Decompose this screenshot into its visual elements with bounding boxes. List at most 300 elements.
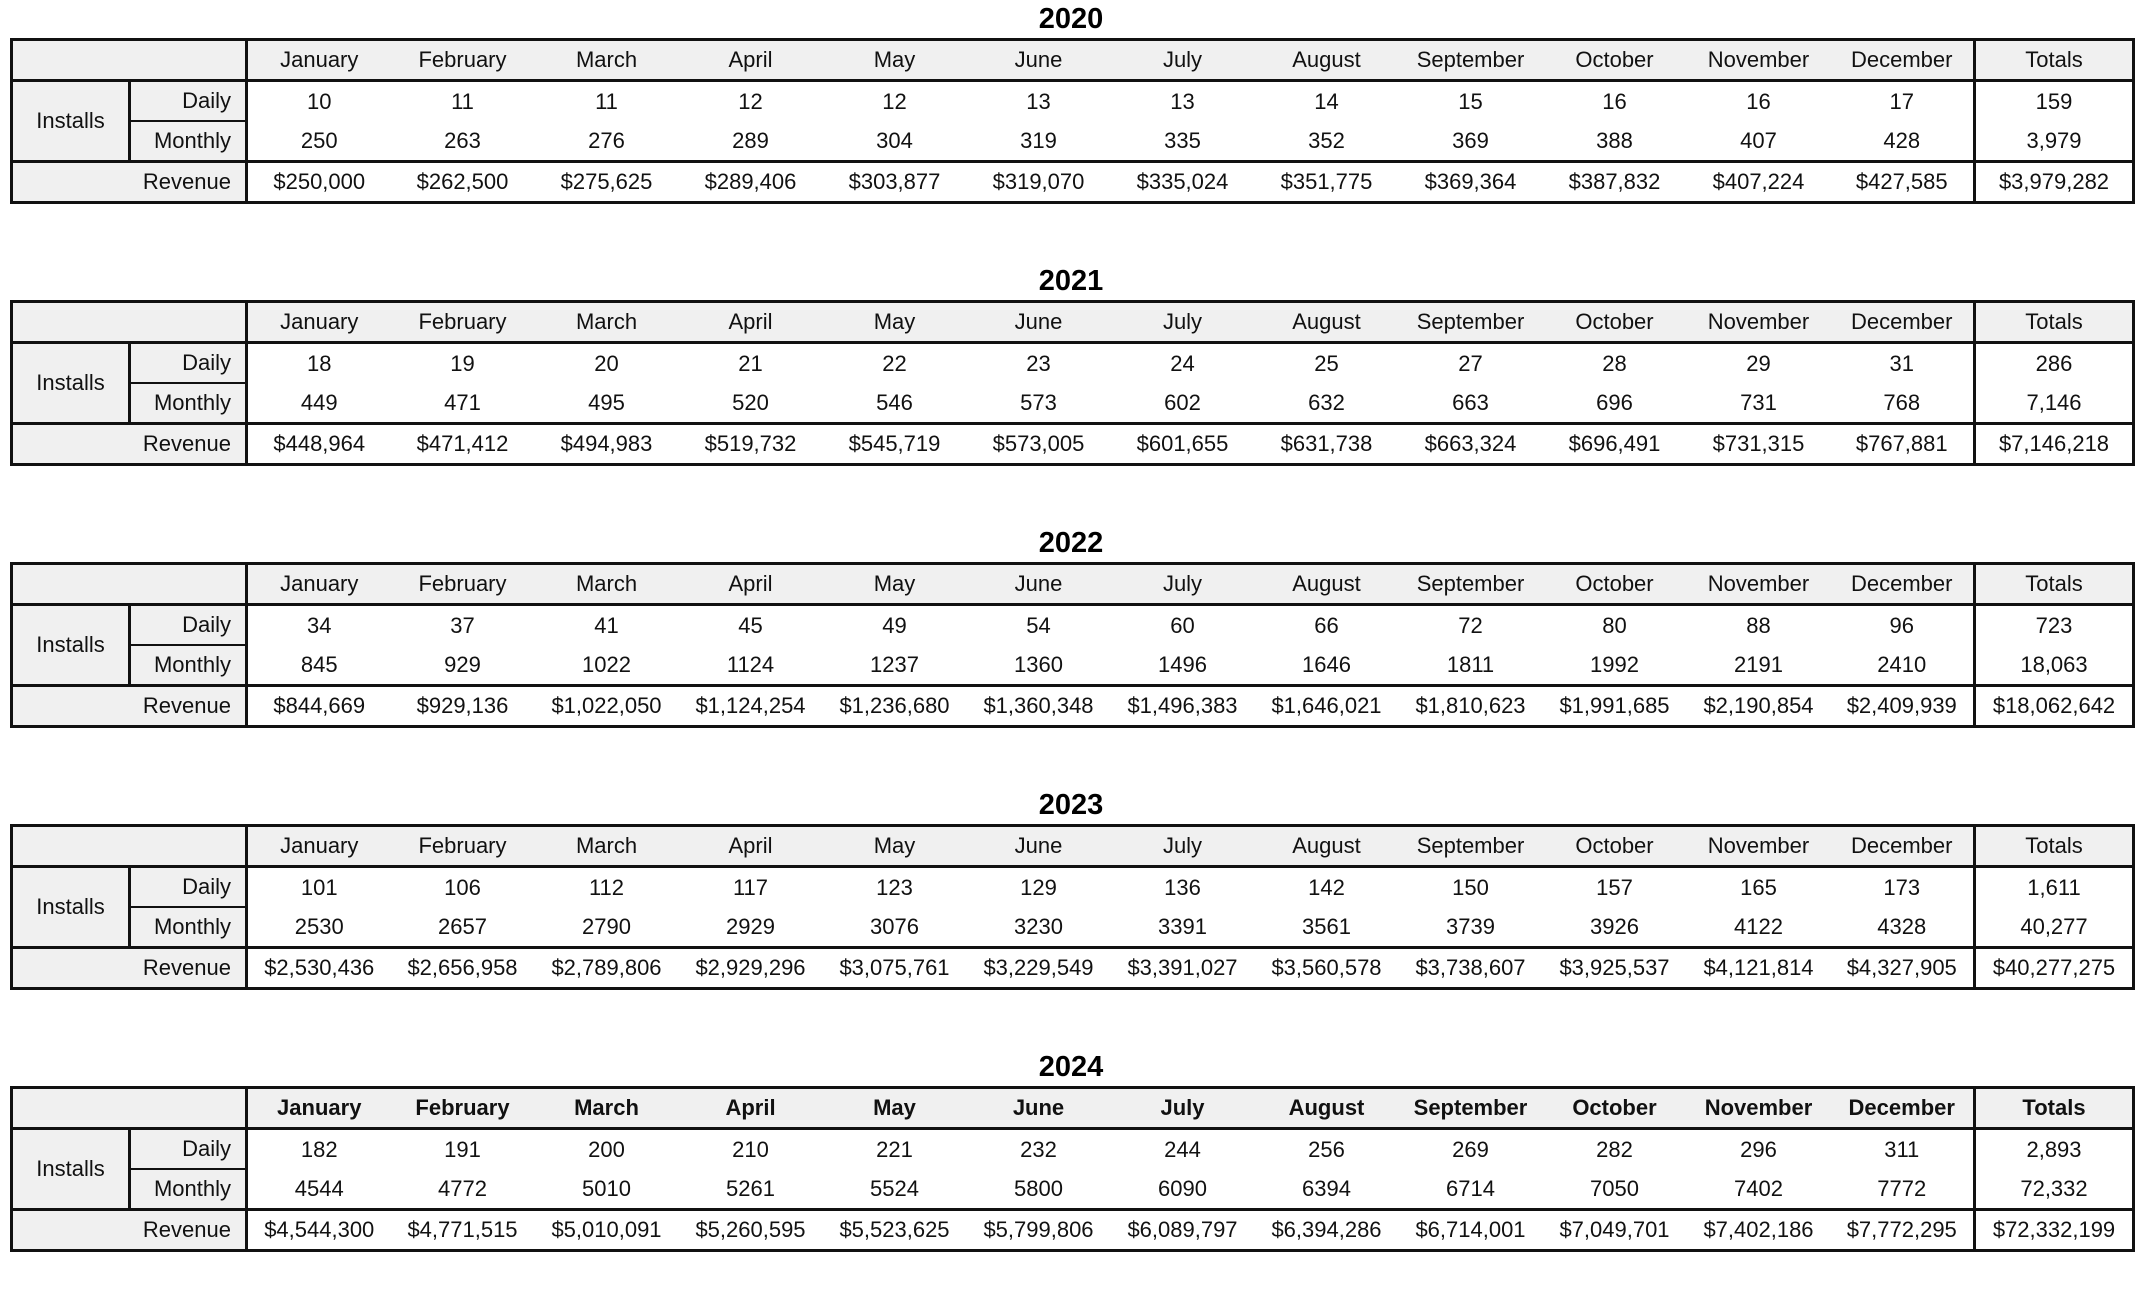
month-header: January xyxy=(247,40,391,81)
installs-revenue-table xyxy=(10,38,2135,204)
header-row xyxy=(12,1088,2134,1129)
daily-cell: 106 xyxy=(444,874,481,900)
year-title: 2022 xyxy=(1038,527,1104,559)
monthly-cell: 632 xyxy=(1255,383,1399,424)
daily-row xyxy=(12,343,2134,384)
revenue-row xyxy=(12,424,2134,465)
revenue-cell: $3,229,549 xyxy=(983,955,1094,980)
totals-header: Totals xyxy=(1975,826,2134,867)
revenue-cell: $1,646,021 xyxy=(1271,693,1382,718)
revenue-row xyxy=(12,948,2134,989)
daily-cell: 269 xyxy=(1452,1136,1489,1162)
revenue-cell: $1,124,254 xyxy=(695,693,806,718)
month-header: March xyxy=(535,302,679,343)
monthly-cell: 4122 xyxy=(1687,907,1831,948)
revenue-cell: $5,010,091 xyxy=(551,1217,662,1242)
monthly-cell: 6090 xyxy=(1111,1169,1255,1210)
daily-total: 1,611 xyxy=(1975,867,2134,908)
revenue-cell: $631,738 xyxy=(1280,431,1373,456)
daily-cell: 221 xyxy=(876,1136,913,1162)
header-corner xyxy=(12,826,247,867)
revenue-cell: $250,000 xyxy=(273,169,366,194)
revenue-total: $7,146,218 xyxy=(1975,424,2134,465)
daily-total: 2,893 xyxy=(1975,1129,2134,1170)
daily-cell: 232 xyxy=(1020,1136,1057,1162)
installs-revenue-table xyxy=(10,824,2135,990)
daily-cell: 173 xyxy=(1883,874,1921,900)
month-header: January xyxy=(247,826,391,867)
daily-label: Daily xyxy=(130,343,247,384)
month-header: August xyxy=(1255,40,1399,81)
monthly-cell: 388 xyxy=(1543,121,1687,162)
revenue-cell: $3,560,578 xyxy=(1271,955,1382,980)
daily-cell: 19 xyxy=(450,350,475,376)
monthly-cell: 3230 xyxy=(967,907,1111,948)
revenue-cell: $2,530,436 xyxy=(264,955,375,980)
month-header: June xyxy=(967,302,1111,343)
installs-revenue-table xyxy=(10,1086,2135,1252)
monthly-row xyxy=(12,1169,2134,1210)
monthly-cell: 3926 xyxy=(1543,907,1687,948)
daily-cell: 12 xyxy=(882,88,907,114)
monthly-cell: 546 xyxy=(823,383,967,424)
month-header: March xyxy=(535,1088,679,1129)
month-header: October xyxy=(1543,1088,1687,1129)
revenue-cell: $2,789,806 xyxy=(551,955,662,980)
monthly-cell: 289 xyxy=(679,121,823,162)
daily-row xyxy=(12,605,2134,646)
monthly-cell: 5800 xyxy=(967,1169,1111,1210)
monthly-cell: 602 xyxy=(1111,383,1255,424)
month-header: December xyxy=(1831,302,1975,343)
monthly-cell: 6714 xyxy=(1399,1169,1543,1210)
month-header: June xyxy=(967,826,1111,867)
monthly-cell: 1237 xyxy=(823,645,967,686)
month-header: September xyxy=(1399,564,1543,605)
revenue-cell: $519,732 xyxy=(704,431,797,456)
daily-cell: 182 xyxy=(300,1136,338,1162)
monthly-row xyxy=(12,907,2134,948)
month-header: September xyxy=(1399,40,1543,81)
revenue-cell: $3,391,027 xyxy=(1127,955,1238,980)
daily-cell: 10 xyxy=(307,88,332,114)
month-header: May xyxy=(823,302,967,343)
monthly-cell: 250 xyxy=(247,121,391,162)
monthly-cell: 3739 xyxy=(1399,907,1543,948)
revenue-cell: $601,655 xyxy=(1136,431,1229,456)
year-title: 2023 xyxy=(1038,789,1104,821)
installs-revenue-table xyxy=(10,300,2135,466)
revenue-cell: $2,409,939 xyxy=(1846,693,1957,718)
revenue-label: Revenue xyxy=(12,162,247,203)
monthly-cell: 352 xyxy=(1255,121,1399,162)
monthly-cell: 2530 xyxy=(247,907,391,948)
monthly-cell: 1124 xyxy=(679,645,823,686)
month-header: July xyxy=(1111,40,1255,81)
revenue-cell: $2,656,958 xyxy=(407,955,518,980)
monthly-cell: 731 xyxy=(1687,383,1831,424)
daily-cell: 150 xyxy=(1452,874,1489,900)
daily-cell: 13 xyxy=(1170,88,1195,114)
year-block-2021 xyxy=(10,262,2132,466)
month-header: October xyxy=(1543,302,1687,343)
revenue-cell: $4,121,814 xyxy=(1703,955,1814,980)
monthly-cell: 1022 xyxy=(535,645,679,686)
daily-cell: 165 xyxy=(1740,874,1777,900)
month-header: December xyxy=(1831,40,1975,81)
daily-cell: 311 xyxy=(1884,1136,1920,1162)
revenue-total: $40,277,275 xyxy=(1975,948,2134,989)
revenue-cell: $767,881 xyxy=(1855,431,1948,456)
revenue-cell: $448,964 xyxy=(273,431,366,456)
revenue-cell: $4,771,515 xyxy=(407,1217,518,1242)
monthly-total: 3,979 xyxy=(1975,121,2134,162)
monthly-total: 72,332 xyxy=(1975,1169,2134,1210)
month-header: August xyxy=(1255,1088,1399,1129)
revenue-cell: $275,625 xyxy=(560,169,653,194)
revenue-cell: $387,832 xyxy=(1568,169,1661,194)
daily-cell: 191 xyxy=(444,1136,481,1162)
revenue-cell: $2,929,296 xyxy=(695,955,806,980)
header-row xyxy=(12,564,2134,605)
month-header: January xyxy=(247,564,391,605)
monthly-total: 40,277 xyxy=(1975,907,2134,948)
daily-cell: 101 xyxy=(300,874,338,900)
totals-header: Totals xyxy=(1975,40,2134,81)
header-row xyxy=(12,826,2134,867)
year-block-2024 xyxy=(10,1048,2132,1252)
monthly-cell: 768 xyxy=(1831,383,1975,424)
month-header: September xyxy=(1399,826,1543,867)
revenue-label: Revenue xyxy=(12,686,247,727)
month-header: December xyxy=(1831,564,1975,605)
month-header: October xyxy=(1543,826,1687,867)
monthly-cell: 276 xyxy=(535,121,679,162)
totals-header: Totals xyxy=(1975,564,2134,605)
month-header: April xyxy=(679,40,823,81)
year-title: 2024 xyxy=(1038,1051,1104,1083)
month-header: July xyxy=(1111,826,1255,867)
daily-cell: 96 xyxy=(1889,612,1914,638)
month-header: July xyxy=(1111,1088,1255,1129)
revenue-cell: $573,005 xyxy=(992,431,1085,456)
monthly-cell: 2929 xyxy=(679,907,823,948)
monthly-cell: 663 xyxy=(1399,383,1543,424)
revenue-cell: $427,585 xyxy=(1855,169,1948,194)
monthly-total: 7,146 xyxy=(1975,383,2134,424)
monthly-cell: 4328 xyxy=(1831,907,1975,948)
monthly-cell: 3391 xyxy=(1111,907,1255,948)
month-header: June xyxy=(967,1088,1111,1129)
revenue-cell: $407,224 xyxy=(1712,169,1805,194)
revenue-cell: $5,260,595 xyxy=(695,1217,806,1242)
revenue-cell: $663,324 xyxy=(1424,431,1517,456)
daily-cell: 27 xyxy=(1458,350,1483,376)
month-header: February xyxy=(391,826,535,867)
revenue-cell: $7,772,295 xyxy=(1846,1217,1957,1242)
revenue-cell: $545,719 xyxy=(848,431,941,456)
revenue-cell: $369,364 xyxy=(1424,169,1517,194)
daily-cell: 117 xyxy=(732,874,769,900)
monthly-cell: 471 xyxy=(391,383,535,424)
monthly-cell: 7050 xyxy=(1543,1169,1687,1210)
month-header: March xyxy=(535,826,679,867)
installs-label: Installs xyxy=(12,81,130,162)
revenue-cell: $3,075,761 xyxy=(839,955,950,980)
monthly-cell: 929 xyxy=(391,645,535,686)
monthly-cell: 2657 xyxy=(391,907,535,948)
daily-cell: 23 xyxy=(1026,350,1051,376)
header-corner xyxy=(12,1088,247,1129)
month-header: January xyxy=(247,302,391,343)
daily-row xyxy=(12,1129,2134,1170)
revenue-total: $18,062,642 xyxy=(1975,686,2134,727)
revenue-cell: $1,022,050 xyxy=(551,693,662,718)
daily-cell: 20 xyxy=(594,350,619,376)
monthly-cell: 319 xyxy=(967,121,1111,162)
daily-cell: 34 xyxy=(307,612,332,638)
revenue-cell: $262,500 xyxy=(416,169,509,194)
daily-cell: 80 xyxy=(1602,612,1627,638)
revenue-cell: $319,070 xyxy=(992,169,1085,194)
month-header: October xyxy=(1543,40,1687,81)
daily-cell: 244 xyxy=(1164,1136,1201,1162)
daily-cell: 17 xyxy=(1889,88,1914,114)
daily-cell: 54 xyxy=(1026,612,1051,638)
daily-cell: 12 xyxy=(738,88,763,114)
month-header: July xyxy=(1111,564,1255,605)
daily-cell: 45 xyxy=(738,612,763,638)
monthly-cell: 4544 xyxy=(247,1169,391,1210)
month-header: March xyxy=(535,40,679,81)
month-header: February xyxy=(391,302,535,343)
revenue-cell: $7,402,186 xyxy=(1703,1217,1814,1242)
installs-revenue-table xyxy=(10,562,2135,728)
monthly-cell: 3076 xyxy=(823,907,967,948)
monthly-cell: 573 xyxy=(967,383,1111,424)
month-header: May xyxy=(823,40,967,81)
header-corner xyxy=(12,302,247,343)
monthly-label: Monthly xyxy=(130,907,247,948)
daily-cell: 28 xyxy=(1602,350,1627,376)
month-header: July xyxy=(1111,302,1255,343)
month-header: April xyxy=(679,302,823,343)
monthly-cell: 3561 xyxy=(1255,907,1399,948)
monthly-cell: 2790 xyxy=(535,907,679,948)
revenue-cell: $5,799,806 xyxy=(983,1217,1094,1242)
daily-cell: 256 xyxy=(1308,1136,1345,1162)
year-block-2022 xyxy=(10,524,2132,728)
daily-cell: 88 xyxy=(1746,612,1771,638)
month-header: November xyxy=(1687,302,1831,343)
month-header: August xyxy=(1255,826,1399,867)
daily-total: 286 xyxy=(1975,343,2134,384)
revenue-cell: $696,491 xyxy=(1568,431,1661,456)
revenue-total: $3,979,282 xyxy=(1975,162,2134,203)
month-header: May xyxy=(823,826,967,867)
daily-label: Daily xyxy=(130,867,247,908)
revenue-cell: $3,738,607 xyxy=(1415,955,1526,980)
daily-cell: 25 xyxy=(1314,350,1339,376)
month-header: October xyxy=(1543,564,1687,605)
monthly-label: Monthly xyxy=(130,121,247,162)
monthly-label: Monthly xyxy=(130,645,247,686)
daily-cell: 123 xyxy=(876,874,913,900)
daily-cell: 41 xyxy=(594,612,619,638)
installs-label: Installs xyxy=(12,343,130,424)
installs-label: Installs xyxy=(12,605,130,686)
revenue-cell: $494,983 xyxy=(560,431,653,456)
daily-cell: 16 xyxy=(1602,88,1627,114)
month-header: June xyxy=(967,40,1111,81)
month-header: April xyxy=(679,826,823,867)
daily-cell: 282 xyxy=(1596,1136,1633,1162)
year-title: 2021 xyxy=(1038,265,1104,297)
year-block-2023 xyxy=(10,786,2132,990)
monthly-cell: 1646 xyxy=(1255,645,1399,686)
revenue-cell: $6,089,797 xyxy=(1127,1217,1238,1242)
revenue-row xyxy=(12,686,2134,727)
daily-cell: 11 xyxy=(451,88,474,114)
revenue-row xyxy=(12,1210,2134,1251)
monthly-cell: 428 xyxy=(1831,121,1975,162)
monthly-cell: 335 xyxy=(1111,121,1255,162)
revenue-cell: $303,877 xyxy=(848,169,941,194)
daily-cell: 296 xyxy=(1740,1136,1777,1162)
daily-cell: 136 xyxy=(1164,874,1201,900)
revenue-cell: $2,190,854 xyxy=(1703,693,1814,718)
daily-cell: 21 xyxy=(738,350,763,376)
revenue-label: Revenue xyxy=(12,948,247,989)
revenue-cell: $335,024 xyxy=(1136,169,1229,194)
revenue-cell: $3,925,537 xyxy=(1559,955,1670,980)
month-header: February xyxy=(391,40,535,81)
daily-cell: 210 xyxy=(732,1136,769,1162)
daily-cell: 129 xyxy=(1020,874,1057,900)
monthly-cell: 4772 xyxy=(391,1169,535,1210)
revenue-cell: $471,412 xyxy=(416,431,509,456)
monthly-cell: 845 xyxy=(247,645,391,686)
daily-cell: 11 xyxy=(595,88,618,114)
totals-header: Totals xyxy=(1975,302,2134,343)
month-header: August xyxy=(1255,564,1399,605)
installs-label: Installs xyxy=(12,867,130,948)
month-header: February xyxy=(391,1088,535,1129)
monthly-cell: 6394 xyxy=(1255,1169,1399,1210)
month-header: March xyxy=(535,564,679,605)
daily-cell: 200 xyxy=(588,1136,625,1162)
daily-label: Daily xyxy=(130,605,247,646)
monthly-cell: 1811 xyxy=(1399,645,1543,686)
daily-cell: 66 xyxy=(1314,612,1339,638)
daily-cell: 142 xyxy=(1308,874,1345,900)
month-header: January xyxy=(247,1088,391,1129)
header-corner xyxy=(12,40,247,81)
header-corner xyxy=(12,564,247,605)
month-header: April xyxy=(679,564,823,605)
month-header: November xyxy=(1687,564,1831,605)
monthly-row xyxy=(12,121,2134,162)
monthly-label: Monthly xyxy=(130,1169,247,1210)
monthly-cell: 369 xyxy=(1399,121,1543,162)
monthly-cell: 5010 xyxy=(535,1169,679,1210)
daily-cell: 15 xyxy=(1458,88,1483,114)
month-header: September xyxy=(1399,1088,1543,1129)
revenue-cell: $929,136 xyxy=(416,693,509,718)
daily-cell: 16 xyxy=(1746,88,1771,114)
month-header: September xyxy=(1399,302,1543,343)
monthly-cell: 5261 xyxy=(679,1169,823,1210)
monthly-cell: 7402 xyxy=(1687,1169,1831,1210)
revenue-cell: $1,991,685 xyxy=(1559,693,1670,718)
monthly-cell: 407 xyxy=(1687,121,1831,162)
daily-row xyxy=(12,81,2134,122)
daily-cell: 37 xyxy=(450,612,475,638)
monthly-cell: 449 xyxy=(247,383,391,424)
revenue-cell: $351,775 xyxy=(1280,169,1373,194)
monthly-row xyxy=(12,383,2134,424)
monthly-total: 18,063 xyxy=(1975,645,2134,686)
header-row xyxy=(12,302,2134,343)
daily-cell: 49 xyxy=(882,612,907,638)
monthly-cell: 520 xyxy=(679,383,823,424)
daily-cell: 60 xyxy=(1170,612,1195,638)
revenue-label: Revenue xyxy=(12,1210,247,1251)
year-title: 2020 xyxy=(1038,3,1104,35)
daily-cell: 72 xyxy=(1458,612,1483,638)
revenue-cell: $1,360,348 xyxy=(983,693,1094,718)
monthly-label: Monthly xyxy=(130,383,247,424)
daily-cell: 29 xyxy=(1746,350,1771,376)
revenue-cell: $5,523,625 xyxy=(839,1217,950,1242)
month-header: May xyxy=(823,1088,967,1129)
daily-cell: 22 xyxy=(882,350,907,376)
year-block-2020 xyxy=(10,0,2132,204)
monthly-cell: 1360 xyxy=(967,645,1111,686)
month-header: December xyxy=(1831,826,1975,867)
revenue-cell: $1,496,383 xyxy=(1127,693,1238,718)
monthly-cell: 7772 xyxy=(1831,1169,1975,1210)
monthly-cell: 2191 xyxy=(1687,645,1831,686)
monthly-cell: 5524 xyxy=(823,1169,967,1210)
revenue-cell: $1,810,623 xyxy=(1415,693,1526,718)
revenue-cell: $6,714,001 xyxy=(1415,1217,1526,1242)
monthly-cell: 495 xyxy=(535,383,679,424)
monthly-cell: 696 xyxy=(1543,383,1687,424)
revenue-cell: $731,315 xyxy=(1712,431,1805,456)
totals-header: Totals xyxy=(1975,1088,2134,1129)
month-header: August xyxy=(1255,302,1399,343)
daily-cell: 157 xyxy=(1596,874,1633,900)
month-header: April xyxy=(679,1088,823,1129)
monthly-cell: 263 xyxy=(391,121,535,162)
revenue-cell: $289,406 xyxy=(704,169,797,194)
daily-cell: 31 xyxy=(1889,350,1914,376)
revenue-cell: $7,049,701 xyxy=(1559,1217,1670,1242)
revenue-cell: $6,394,286 xyxy=(1271,1217,1382,1242)
daily-cell: 18 xyxy=(307,350,332,376)
month-header: November xyxy=(1687,40,1831,81)
monthly-cell: 2410 xyxy=(1831,645,1975,686)
daily-label: Daily xyxy=(130,1129,247,1170)
revenue-cell: $4,327,905 xyxy=(1846,955,1957,980)
daily-total: 159 xyxy=(1975,81,2134,122)
month-header: November xyxy=(1687,826,1831,867)
daily-cell: 14 xyxy=(1314,88,1339,114)
header-row xyxy=(12,40,2134,81)
daily-label: Daily xyxy=(130,81,247,122)
revenue-total: $72,332,199 xyxy=(1975,1210,2134,1251)
